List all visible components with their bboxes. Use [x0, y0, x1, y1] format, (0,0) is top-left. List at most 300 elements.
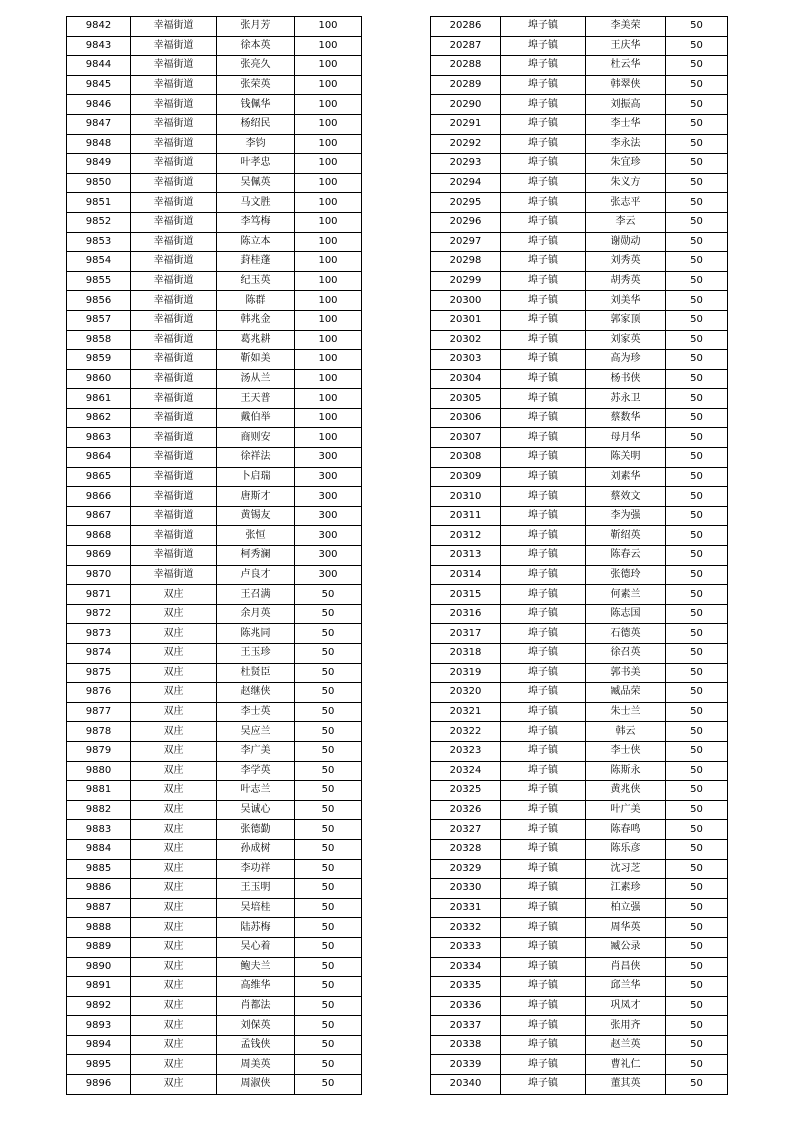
- town-cell: 埠子镇: [501, 859, 586, 879]
- table-row: [431, 428, 728, 448]
- name-cell: 李美荣: [586, 17, 666, 37]
- table-row: [431, 330, 728, 350]
- town-cell: 埠子镇: [501, 1055, 586, 1075]
- amount-cell: 100: [295, 232, 362, 252]
- id-cell: 9889: [67, 937, 131, 957]
- amount-cell: 50: [666, 1035, 728, 1055]
- id-cell: 20319: [431, 663, 501, 683]
- town-cell: 双庄: [131, 722, 217, 742]
- table-row: [431, 193, 728, 213]
- table-row: [431, 996, 728, 1016]
- amount-cell: 100: [295, 36, 362, 56]
- table-row: [431, 820, 728, 840]
- name-cell: 王玉珍: [217, 644, 295, 664]
- table-row: [431, 722, 728, 742]
- table-row: [67, 252, 362, 272]
- town-cell: 双庄: [131, 937, 217, 957]
- table-row: [431, 781, 728, 801]
- town-cell: 埠子镇: [501, 624, 586, 644]
- id-cell: 9878: [67, 722, 131, 742]
- table-row: [67, 1075, 362, 1095]
- town-cell: 埠子镇: [501, 36, 586, 56]
- town-cell: 埠子镇: [501, 291, 586, 311]
- amount-cell: 50: [295, 918, 362, 938]
- town-cell: 幸福街道: [131, 232, 217, 252]
- town-cell: 埠子镇: [501, 95, 586, 115]
- town-cell: 埠子镇: [501, 114, 586, 134]
- table-row: [67, 702, 362, 722]
- id-cell: 20296: [431, 212, 501, 232]
- name-cell: 葛兆耕: [217, 330, 295, 350]
- table-row: [431, 350, 728, 370]
- amount-cell: 50: [666, 839, 728, 859]
- table-row: [431, 252, 728, 272]
- town-cell: 双庄: [131, 683, 217, 703]
- amount-cell: 50: [666, 75, 728, 95]
- name-cell: 纪玉英: [217, 271, 295, 291]
- amount-cell: 50: [295, 604, 362, 624]
- table-row: [431, 369, 728, 389]
- id-cell: 9867: [67, 506, 131, 526]
- town-cell: 埠子镇: [501, 369, 586, 389]
- town-cell: 双庄: [131, 585, 217, 605]
- amount-cell: 50: [666, 17, 728, 37]
- town-cell: 幸福街道: [131, 487, 217, 507]
- id-cell: 20299: [431, 271, 501, 291]
- amount-cell: 50: [666, 644, 728, 664]
- town-cell: 埠子镇: [501, 1035, 586, 1055]
- id-cell: 20292: [431, 134, 501, 154]
- town-cell: 双庄: [131, 996, 217, 1016]
- name-cell: 孟钱侠: [217, 1035, 295, 1055]
- id-cell: 20295: [431, 193, 501, 213]
- town-cell: 幸福街道: [131, 291, 217, 311]
- id-cell: 9850: [67, 173, 131, 193]
- id-cell: 9864: [67, 448, 131, 468]
- id-cell: 9855: [67, 271, 131, 291]
- name-cell: 江素珍: [586, 879, 666, 899]
- table-row: [431, 800, 728, 820]
- town-cell: 埠子镇: [501, 134, 586, 154]
- id-cell: 20321: [431, 702, 501, 722]
- amount-cell: 50: [666, 604, 728, 624]
- amount-cell: 50: [295, 1075, 362, 1095]
- table-row: [67, 722, 362, 742]
- town-cell: 幸福街道: [131, 95, 217, 115]
- table-row: [431, 859, 728, 879]
- table-row: [67, 56, 362, 76]
- town-cell: 双庄: [131, 1055, 217, 1075]
- table-row: [67, 154, 362, 174]
- id-cell: 20336: [431, 996, 501, 1016]
- id-cell: 9877: [67, 702, 131, 722]
- name-cell: 陈关明: [586, 448, 666, 468]
- name-cell: 韩兆金: [217, 310, 295, 330]
- name-cell: 吴佩英: [217, 173, 295, 193]
- amount-cell: 100: [295, 173, 362, 193]
- town-cell: 埠子镇: [501, 350, 586, 370]
- town-cell: 双庄: [131, 859, 217, 879]
- name-cell: 肖昌侠: [586, 957, 666, 977]
- table-row: [431, 683, 728, 703]
- id-cell: 9891: [67, 977, 131, 997]
- town-cell: 幸福街道: [131, 154, 217, 174]
- table-row: [67, 114, 362, 134]
- town-cell: 双庄: [131, 624, 217, 644]
- name-cell: 叶广美: [586, 800, 666, 820]
- id-cell: 9884: [67, 839, 131, 859]
- town-cell: 双庄: [131, 977, 217, 997]
- id-cell: 9888: [67, 918, 131, 938]
- id-cell: 9856: [67, 291, 131, 311]
- amount-cell: 50: [295, 957, 362, 977]
- name-cell: 王天普: [217, 389, 295, 409]
- town-cell: 埠子镇: [501, 408, 586, 428]
- name-cell: 张用齐: [586, 1016, 666, 1036]
- town-cell: 双庄: [131, 1035, 217, 1055]
- name-cell: 马文胜: [217, 193, 295, 213]
- amount-cell: 50: [666, 487, 728, 507]
- amount-cell: 50: [666, 937, 728, 957]
- left-table: [66, 16, 362, 1095]
- table-row: [67, 369, 362, 389]
- name-cell: 肖都法: [217, 996, 295, 1016]
- town-cell: 埠子镇: [501, 800, 586, 820]
- name-cell: 葑桂蓬: [217, 252, 295, 272]
- amount-cell: 50: [295, 1055, 362, 1075]
- table-row: [67, 898, 362, 918]
- town-cell: 埠子镇: [501, 1016, 586, 1036]
- table-row: [431, 957, 728, 977]
- amount-cell: 50: [666, 741, 728, 761]
- name-cell: 靳如美: [217, 350, 295, 370]
- town-cell: 埠子镇: [501, 604, 586, 624]
- amount-cell: 50: [295, 996, 362, 1016]
- town-cell: 埠子镇: [501, 56, 586, 76]
- left-table-body: [67, 17, 362, 1095]
- id-cell: 20288: [431, 56, 501, 76]
- table-row: [67, 565, 362, 585]
- town-cell: 双庄: [131, 1016, 217, 1036]
- name-cell: 周美英: [217, 1055, 295, 1075]
- id-cell: 9885: [67, 859, 131, 879]
- name-cell: 苏永卫: [586, 389, 666, 409]
- amount-cell: 50: [666, 310, 728, 330]
- name-cell: 汤从兰: [217, 369, 295, 389]
- name-cell: 徐召英: [586, 644, 666, 664]
- amount-cell: 50: [295, 722, 362, 742]
- id-cell: 9880: [67, 761, 131, 781]
- amount-cell: 50: [666, 36, 728, 56]
- id-cell: 20340: [431, 1075, 501, 1095]
- name-cell: 李广美: [217, 741, 295, 761]
- amount-cell: 100: [295, 271, 362, 291]
- amount-cell: 100: [295, 408, 362, 428]
- id-cell: 20333: [431, 937, 501, 957]
- table-row: [431, 1055, 728, 1075]
- amount-cell: 100: [295, 350, 362, 370]
- id-cell: 20298: [431, 252, 501, 272]
- id-cell: 20325: [431, 781, 501, 801]
- id-cell: 20301: [431, 310, 501, 330]
- table-row: [67, 428, 362, 448]
- id-cell: 9863: [67, 428, 131, 448]
- town-cell: 双庄: [131, 761, 217, 781]
- name-cell: 李士侠: [586, 741, 666, 761]
- table-row: [67, 310, 362, 330]
- name-cell: 吴培桂: [217, 898, 295, 918]
- id-cell: 20305: [431, 389, 501, 409]
- table-row: [431, 624, 728, 644]
- town-cell: 埠子镇: [501, 957, 586, 977]
- town-cell: 双庄: [131, 839, 217, 859]
- amount-cell: 50: [295, 839, 362, 859]
- id-cell: 20289: [431, 75, 501, 95]
- table-row: [67, 193, 362, 213]
- town-cell: 幸福街道: [131, 75, 217, 95]
- id-cell: 9874: [67, 644, 131, 664]
- table-row: [431, 95, 728, 115]
- name-cell: 朱士兰: [586, 702, 666, 722]
- table-row: [67, 389, 362, 409]
- town-cell: 埠子镇: [501, 526, 586, 546]
- amount-cell: 100: [295, 369, 362, 389]
- amount-cell: 50: [295, 761, 362, 781]
- town-cell: 埠子镇: [501, 565, 586, 585]
- id-cell: 9848: [67, 134, 131, 154]
- id-cell: 9869: [67, 546, 131, 566]
- amount-cell: 100: [295, 56, 362, 76]
- id-cell: 20315: [431, 585, 501, 605]
- table-row: [431, 977, 728, 997]
- name-cell: 徐本英: [217, 36, 295, 56]
- name-cell: 李功祥: [217, 859, 295, 879]
- name-cell: 赵继侠: [217, 683, 295, 703]
- table-row: [67, 1055, 362, 1075]
- amount-cell: 50: [666, 95, 728, 115]
- id-cell: 9844: [67, 56, 131, 76]
- town-cell: 埠子镇: [501, 918, 586, 938]
- table-row: [431, 1016, 728, 1036]
- table-row: [431, 937, 728, 957]
- amount-cell: 300: [295, 467, 362, 487]
- name-cell: 曹礼仁: [586, 1055, 666, 1075]
- table-row: [431, 761, 728, 781]
- table-row: [67, 271, 362, 291]
- town-cell: 幸福街道: [131, 467, 217, 487]
- amount-cell: 100: [295, 291, 362, 311]
- town-cell: 埠子镇: [501, 781, 586, 801]
- table-row: [67, 212, 362, 232]
- name-cell: 石德英: [586, 624, 666, 644]
- town-cell: 埠子镇: [501, 487, 586, 507]
- name-cell: 唐斯才: [217, 487, 295, 507]
- table-row: [431, 526, 728, 546]
- id-cell: 20335: [431, 977, 501, 997]
- amount-cell: 300: [295, 448, 362, 468]
- id-cell: 9870: [67, 565, 131, 585]
- name-cell: 周华英: [586, 918, 666, 938]
- table-row: [67, 330, 362, 350]
- id-cell: 20331: [431, 898, 501, 918]
- name-cell: 陈志国: [586, 604, 666, 624]
- table-row: [67, 526, 362, 546]
- id-cell: 20339: [431, 1055, 501, 1075]
- town-cell: 埠子镇: [501, 937, 586, 957]
- table-row: [67, 741, 362, 761]
- id-cell: 9843: [67, 36, 131, 56]
- name-cell: 何素兰: [586, 585, 666, 605]
- name-cell: 韩翠侠: [586, 75, 666, 95]
- town-cell: 埠子镇: [501, 193, 586, 213]
- town-cell: 幸福街道: [131, 134, 217, 154]
- table-row: [67, 467, 362, 487]
- table-row: [431, 1035, 728, 1055]
- town-cell: 埠子镇: [501, 173, 586, 193]
- town-cell: 埠子镇: [501, 17, 586, 37]
- table-row: [67, 800, 362, 820]
- town-cell: 埠子镇: [501, 741, 586, 761]
- table-row: [431, 408, 728, 428]
- name-cell: 邱兰华: [586, 977, 666, 997]
- name-cell: 朱义方: [586, 173, 666, 193]
- table-row: [67, 624, 362, 644]
- town-cell: 双庄: [131, 800, 217, 820]
- table-row: [67, 839, 362, 859]
- id-cell: 20293: [431, 154, 501, 174]
- amount-cell: 50: [295, 1016, 362, 1036]
- table-row: [67, 937, 362, 957]
- id-cell: 9882: [67, 800, 131, 820]
- name-cell: 吴诚心: [217, 800, 295, 820]
- amount-cell: 300: [295, 506, 362, 526]
- id-cell: 9851: [67, 193, 131, 213]
- table-row: [431, 389, 728, 409]
- id-cell: 20337: [431, 1016, 501, 1036]
- town-cell: 双庄: [131, 957, 217, 977]
- amount-cell: 50: [666, 957, 728, 977]
- right-table: [430, 16, 728, 1095]
- town-cell: 幸福街道: [131, 330, 217, 350]
- table-row: [67, 95, 362, 115]
- town-cell: 幸福街道: [131, 252, 217, 272]
- table-row: [67, 879, 362, 899]
- id-cell: 20329: [431, 859, 501, 879]
- table-row: [431, 702, 728, 722]
- amount-cell: 300: [295, 546, 362, 566]
- id-cell: 20294: [431, 173, 501, 193]
- table-row: [67, 957, 362, 977]
- table-row: [67, 36, 362, 56]
- table-row: [431, 663, 728, 683]
- amount-cell: 50: [295, 624, 362, 644]
- id-cell: 9847: [67, 114, 131, 134]
- amount-cell: 100: [295, 389, 362, 409]
- id-cell: 20323: [431, 741, 501, 761]
- id-cell: 9854: [67, 252, 131, 272]
- name-cell: 李为强: [586, 506, 666, 526]
- name-cell: 母月华: [586, 428, 666, 448]
- name-cell: 郭书美: [586, 663, 666, 683]
- id-cell: 9860: [67, 369, 131, 389]
- name-cell: 李士英: [217, 702, 295, 722]
- amount-cell: 50: [666, 702, 728, 722]
- table-row: [431, 1075, 728, 1095]
- town-cell: 埠子镇: [501, 683, 586, 703]
- table-row: [431, 114, 728, 134]
- amount-cell: 50: [666, 330, 728, 350]
- id-cell: 9894: [67, 1035, 131, 1055]
- id-cell: 9852: [67, 212, 131, 232]
- name-cell: 张月芳: [217, 17, 295, 37]
- name-cell: 靳绍英: [586, 526, 666, 546]
- id-cell: 9866: [67, 487, 131, 507]
- table-row: [431, 839, 728, 859]
- town-cell: 埠子镇: [501, 1075, 586, 1095]
- table-row: [431, 879, 728, 899]
- table-row: [431, 467, 728, 487]
- amount-cell: 50: [666, 683, 728, 703]
- town-cell: 双庄: [131, 741, 217, 761]
- id-cell: 20332: [431, 918, 501, 938]
- table-row: [67, 506, 362, 526]
- table-row: [67, 781, 362, 801]
- amount-cell: 300: [295, 526, 362, 546]
- id-cell: 9892: [67, 996, 131, 1016]
- table-row: [67, 350, 362, 370]
- table-row: [67, 232, 362, 252]
- name-cell: 沈习芝: [586, 859, 666, 879]
- id-cell: 9872: [67, 604, 131, 624]
- table-row: [67, 761, 362, 781]
- town-cell: 埠子镇: [501, 75, 586, 95]
- name-cell: 杨书侠: [586, 369, 666, 389]
- id-cell: 20291: [431, 114, 501, 134]
- amount-cell: 50: [666, 565, 728, 585]
- amount-cell: 50: [666, 761, 728, 781]
- town-cell: 幸福街道: [131, 350, 217, 370]
- id-cell: 9865: [67, 467, 131, 487]
- name-cell: 杜云华: [586, 56, 666, 76]
- id-cell: 20310: [431, 487, 501, 507]
- amount-cell: 50: [666, 154, 728, 174]
- name-cell: 王庆华: [586, 36, 666, 56]
- amount-cell: 50: [666, 800, 728, 820]
- table-row: [431, 644, 728, 664]
- town-cell: 埠子镇: [501, 271, 586, 291]
- amount-cell: 50: [666, 173, 728, 193]
- table-row: [431, 232, 728, 252]
- town-cell: 埠子镇: [501, 898, 586, 918]
- id-cell: 9879: [67, 741, 131, 761]
- id-cell: 9875: [67, 663, 131, 683]
- amount-cell: 50: [295, 781, 362, 801]
- amount-cell: 100: [295, 114, 362, 134]
- right-table-body: [431, 17, 728, 1095]
- town-cell: 埠子镇: [501, 585, 586, 605]
- id-cell: 20322: [431, 722, 501, 742]
- amount-cell: 100: [295, 17, 362, 37]
- town-cell: 幸福街道: [131, 36, 217, 56]
- name-cell: 刘保英: [217, 1016, 295, 1036]
- amount-cell: 100: [295, 75, 362, 95]
- amount-cell: 50: [295, 585, 362, 605]
- name-cell: 吴心着: [217, 937, 295, 957]
- id-cell: 20309: [431, 467, 501, 487]
- table-row: [67, 1035, 362, 1055]
- amount-cell: 50: [666, 134, 728, 154]
- town-cell: 幸福街道: [131, 506, 217, 526]
